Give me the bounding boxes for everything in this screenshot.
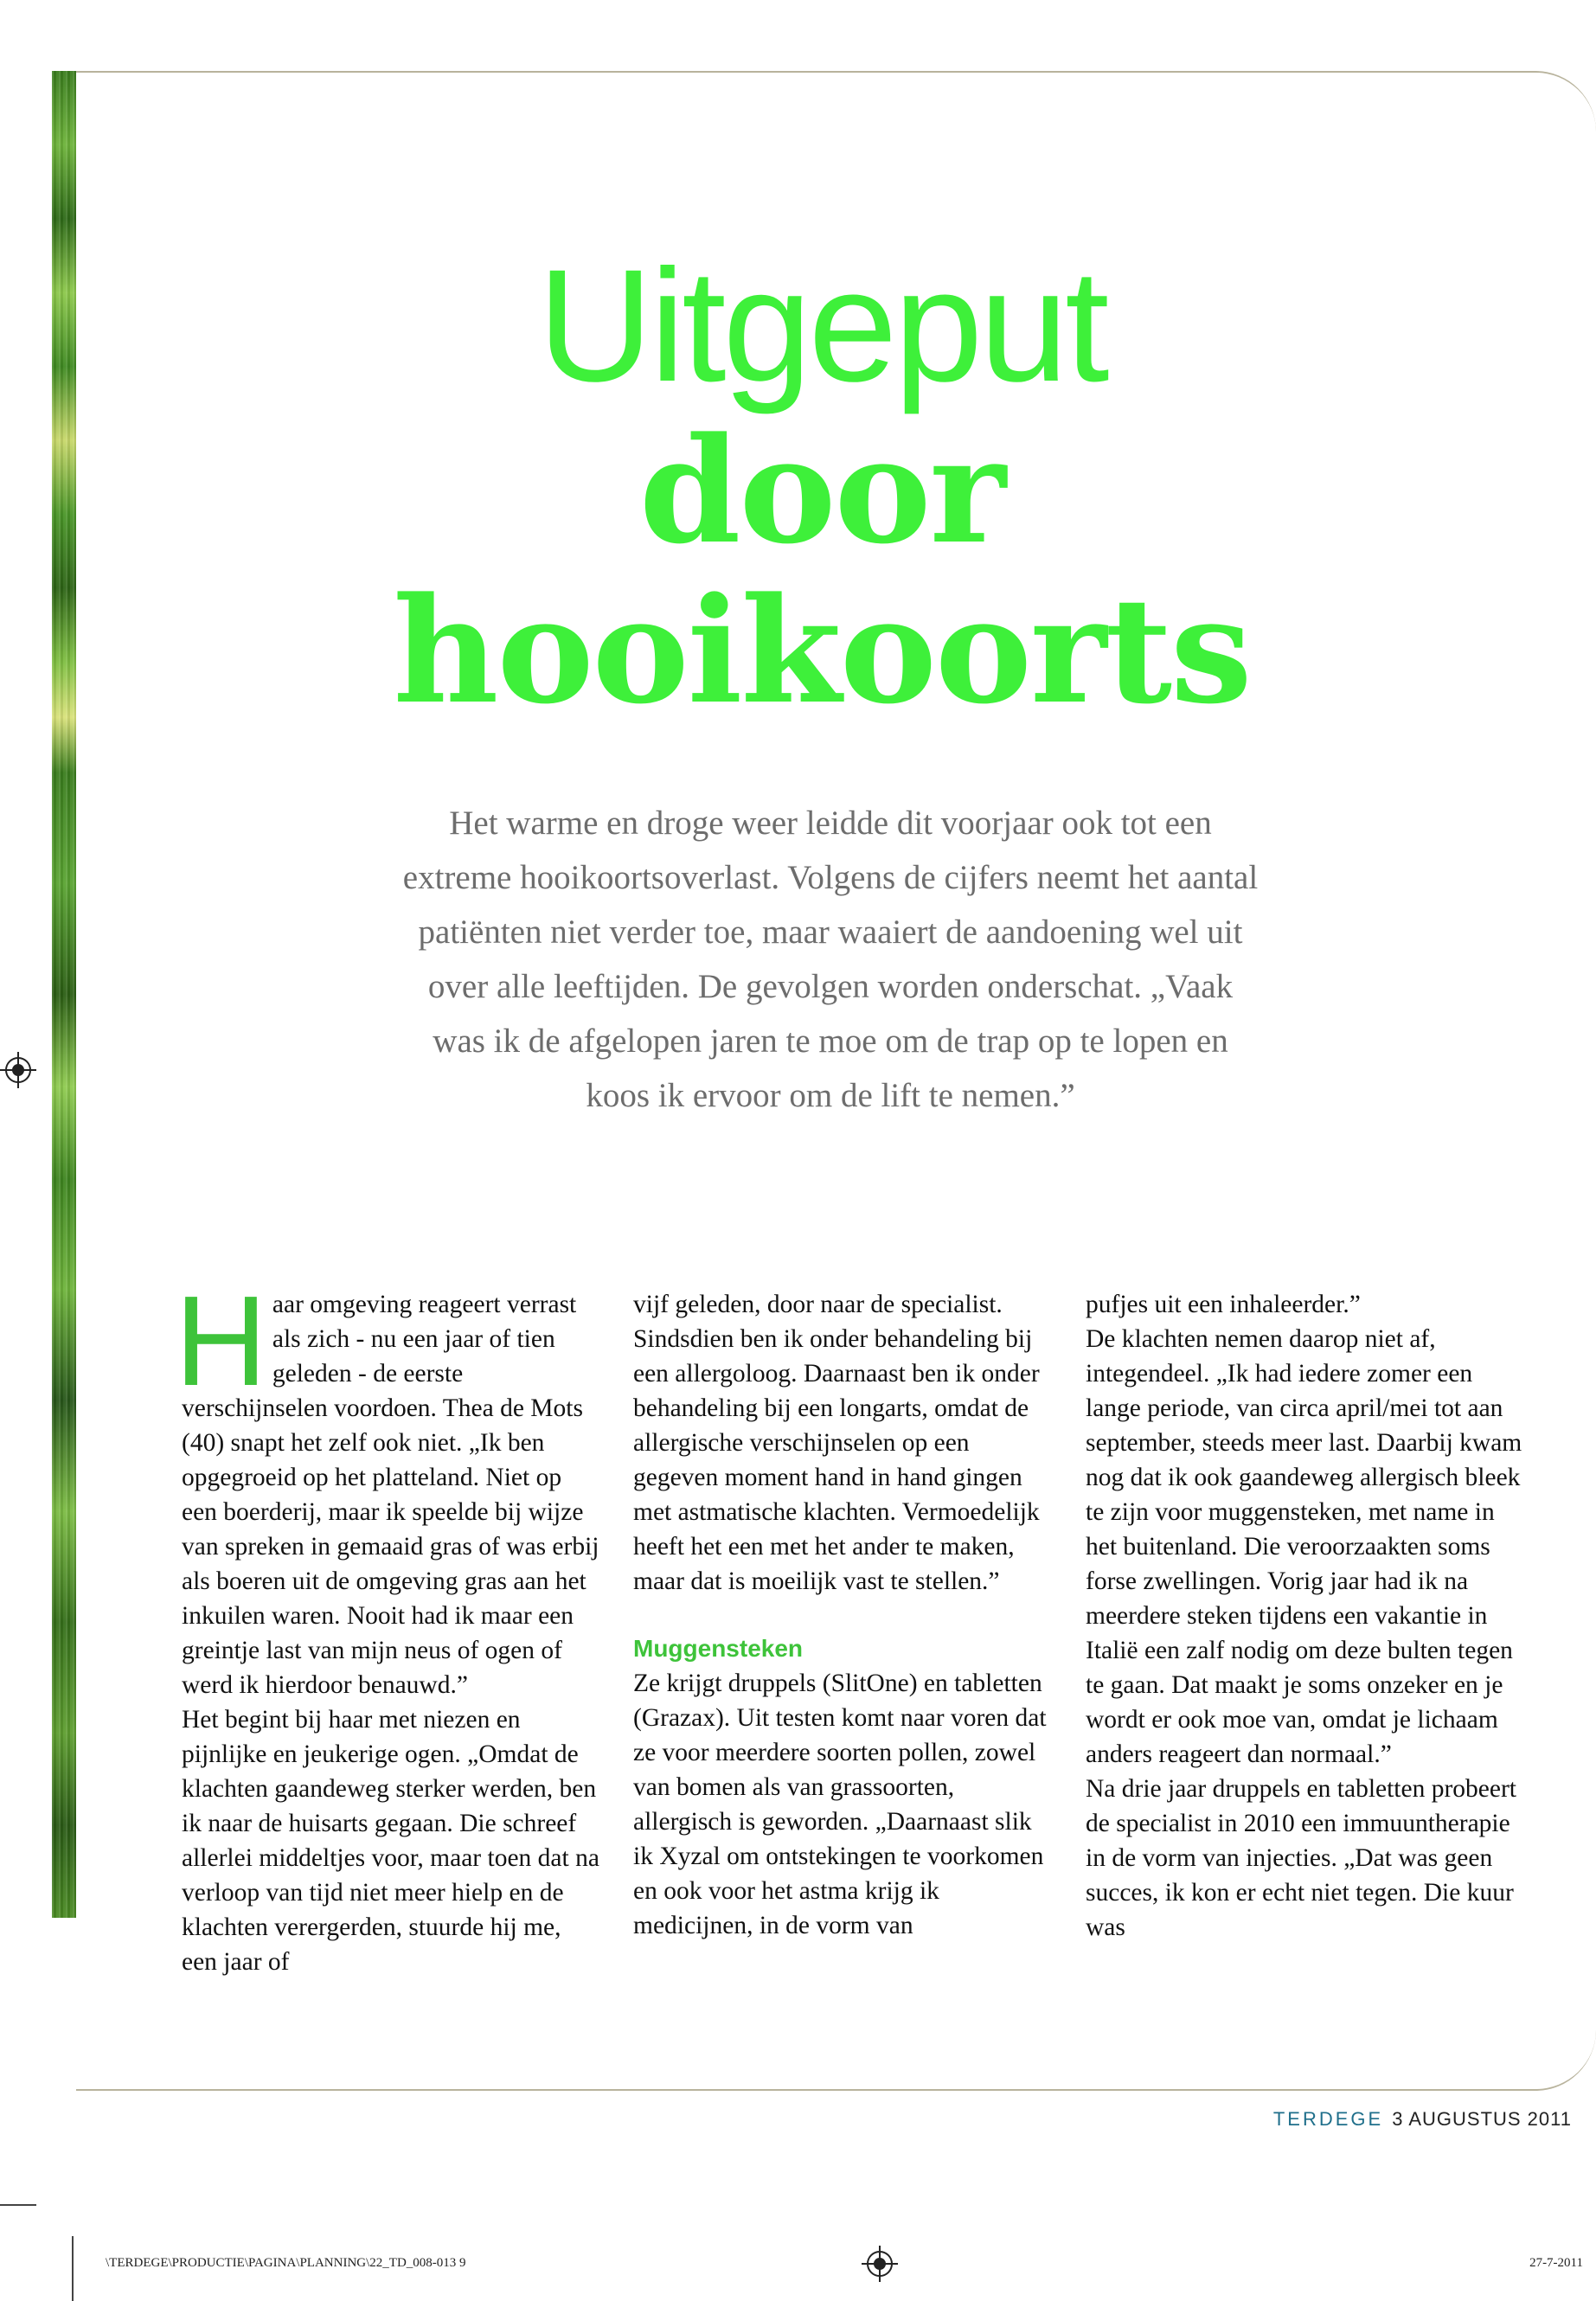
article-paragraph: Het begint bij haar met niezen en pijnlijke en jeukerige ogen. „Omdat de klachten gaandeweg sterker werden, ben ik naar de huisarts gegaan. Die schreef allerlei middeltjes voor, maar toen dat na verloop van tijd niet meer hielp en de klachten verergerden, stuurde hij me, een jaar of: [182, 1706, 599, 1976]
headline: [260, 237, 1384, 736]
magazine-name: TERDEGE: [1272, 2108, 1384, 2130]
registration-mark-icon: [867, 2251, 893, 2277]
print-slug-date: 27-7-2011: [1529, 2256, 1583, 2270]
section-subhead: Muggensteken: [633, 1635, 804, 1662]
article-paragraph: [175, 1270, 601, 1702]
article-paragraph: vijf geleden, door naar de specialist. Sindsdien ben ik onder behandeling bij een allergoloog. Daarnaast ben ik onder behandeling bij een longarts, omdat de allergische verschijnselen op een gegeven moment hand in hand gingen met astmatische klachten. Vermoedelijk heeft het een met het ander te maken, maar dat is moeilijk vast te stellen.”: [633, 1291, 1040, 1595]
article-paragraph: pufjes uit een inhaleerder.”: [1086, 1291, 1361, 1318]
crop-mark: [72, 2236, 74, 2301]
drop-cap: H: [175, 1270, 267, 1413]
issue-date: 3 AUGUSTUS 2011: [1392, 2108, 1572, 2130]
registration-mark-icon: [5, 1057, 31, 1083]
grass-photo-strip: [52, 71, 76, 1918]
crop-mark: [0, 2204, 36, 2206]
headline-line-3: hooikoorts: [393, 565, 1251, 736]
article-paragraph: Ze krijgt druppels (SlitOne) en tabletten (Grazax). Uit testen komt naar voren dat ze voor meerdere soorten pollen, zowel van bomen als van grassoorten, allergisch is geworden. „Daarnaast slik ik Xyzal om ontstekingen te voorkomen en ook voor het astma krijg ik medicijnen, in de vorm van: [633, 1670, 1047, 1939]
headline-line-2: door: [638, 405, 1005, 576]
print-slug-path: \TERDEGE\PRODUCTIE\PAGINA\PLANNING\22_TD_008-013 9: [106, 2256, 466, 2270]
paragraph-text: aar omgeving reageert verrast als zich - nu een jaar of tien geleden - de eerste verschijnselen voordoen. Thea de Mots (40) snapt het zelf ook niet. „Ik ben opgegroeid op het platteland. Niet op een boerderij, maar ik speelde bij wijze van spreken in gemaaid gras of was erbij als boeren uit de omgeving gras aan het inkuilen waren. Nooit had ik maar een greintje last van mijn neus of ogen of werd ik hierdoor benauwd.”: [182, 1291, 599, 1699]
article-paragraph: De klachten nemen daarop niet af, integendeel. „Ik had iedere zomer een lange periode, van circa april/mei tot aan september, steeds meer last. Daarbij kwam nog dat ik ook gaandeweg allergisch bleek te zijn voor muggensteken, met name in het buitenland. Die veroorzaakten soms forse zwellingen. Vorig jaar had ik na meerdere steken tijdens een vakantie in Italië een zalf nodig om deze bulten tegen te gaan. Dat maakt je soms onzeker en je wordt er ook moe van, omdat je lichaam anders reageert dan normaal.”: [1086, 1325, 1522, 1768]
article-column-1: [175, 1270, 601, 1979]
headline-line-1: Uitgeput: [537, 237, 1106, 415]
article-column-2: [633, 1287, 1057, 1943]
intro-lead: Het warme en droge weer leidde dit voorjaar ook tot een extreme hooikoortsoverlast. Volgens de cijfers neemt het aantal patiënten niet verder toe, maar waaiert de aandoening wel uit over alle leeftijden. De gevolgen worden onderschat. „Vaak was ik de afgelopen jaren te moe om de trap op te lopen en koos ik ervoor om de lift te nemen.”: [402, 804, 1259, 1114]
article-paragraph: Na drie jaar druppels en tabletten probeert de specialist in 2010 een immuuntherapie in de vorm van injecties. „Dat was geen succes, ik kon er echt niet tegen. Die kuur was: [1086, 1775, 1516, 1941]
page-footer: [1273, 2108, 1572, 2131]
article-column-3: [1086, 1287, 1527, 1945]
